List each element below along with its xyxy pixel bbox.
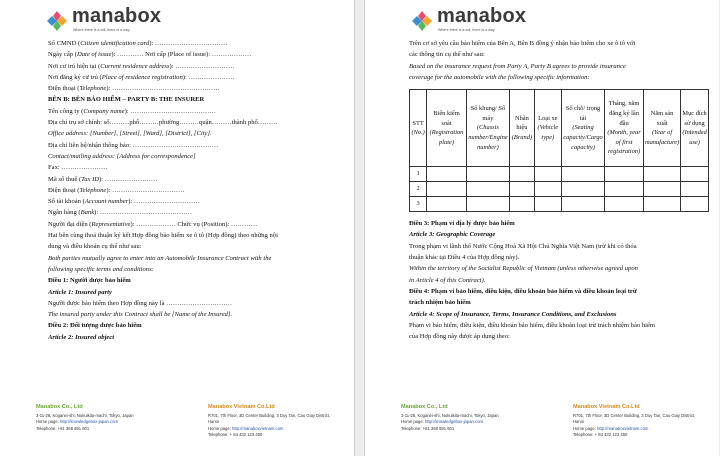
col-header-first-registration: Tháng, năm đăng ký lần đầu (Month, year of first registration): [605, 90, 644, 167]
table-cell[interactable]: [466, 182, 509, 197]
footer-jp-homepage: Home page: http://knowledgebox-japan.com: [36, 419, 118, 425]
article-2-heading-en: Article 2: Insured object: [48, 333, 115, 341]
fax-line: Fax: …………………: [48, 164, 108, 172]
table-cell[interactable]: [561, 182, 604, 197]
footer-vn-phone: Telephone: + 84 432 123 450: [573, 432, 628, 438]
document-page-left: [0, 0, 355, 456]
table-cell[interactable]: [427, 197, 467, 212]
table-cell[interactable]: [681, 182, 709, 197]
table-cell[interactable]: [510, 182, 535, 197]
article-1-heading-en: Article 1: Insured party: [48, 288, 112, 296]
logo-wordmark: manabox: [72, 5, 162, 27]
geo-en-line-1: Within the territory of the Socialist Republic of Vietnam (unless otherwise agreed upon: [409, 265, 638, 273]
row-number: 1: [410, 167, 427, 182]
article-1-heading-vi: Điều 1: Người được bảo hiểm: [48, 277, 131, 285]
document-page-right: [364, 0, 719, 456]
table-cell[interactable]: [561, 197, 604, 212]
intro-en-line-1: Based on the insurance request from Party A, Party B agrees to provide insurance: [409, 62, 626, 70]
geo-vi-line-2: thuận khác tại Điều 4 của Hợp đồng này).: [409, 254, 520, 262]
footer-vn-company: Manabox Vietnam Co.Ltd: [208, 404, 275, 410]
footer-jp-company: Manabox Co., Ltd: [401, 404, 448, 410]
contact-address-line: Địa chỉ liên hệ/nhận thông báo: …………………………………: [48, 141, 219, 149]
table-header-row: [410, 90, 709, 167]
current-residence-line: Nơi cư trú hiện tại (Current residence address): ………………………: [48, 62, 235, 70]
footer-japan-office: [401, 404, 551, 432]
table-cell[interactable]: [643, 182, 680, 197]
representative-line: Người đại diện (Representative): ……………… Chức vụ (Position): …………: [48, 220, 258, 228]
table-cell[interactable]: [510, 197, 535, 212]
logo-tagline: Where there is a will, there is a way: [73, 28, 130, 32]
residence-registration-line: Nơi đăng ký cư trú (Place of residence registration): …………………: [48, 73, 235, 81]
table-cell[interactable]: [534, 182, 561, 197]
right-page-body: [409, 38, 707, 342]
footer-vn-homepage: Home page: http://manaboxvietnam.com: [208, 425, 284, 431]
logo-wordmark: manabox: [437, 5, 527, 27]
col-header-no: STT (No.): [410, 90, 427, 167]
telephone-line-a: Điện thoại (Telephone): ………………………………………….: [48, 85, 220, 93]
table-cell[interactable]: [681, 197, 709, 212]
article-4-heading-en: Article 4: Scope of Insurance, Terms, Insurance Conditions, and Exclusions: [409, 310, 617, 318]
telephone-line-b: Điện thoại (Telephone): ……………………………: [48, 186, 185, 194]
footer-jp-homepage-link[interactable]: http://knowledgebox-japan.com: [424, 419, 483, 425]
logo-tagline: Where there is a will, there is a way: [438, 28, 495, 32]
footer-vn-homepage-link[interactable]: http://manaboxvietnam.com: [596, 425, 649, 431]
account-number-line: Số tài khoản (Account number): …………………………: [48, 198, 200, 206]
col-header-brand: Nhãn hiệu (Brand): [510, 90, 535, 167]
scope-vi-line-1: Phạm vi bảo hiểm, điều kiện, điều khoản bảo hiểm, điều khoản loại trừ trách nhiệm bảo hiểm: [409, 321, 656, 329]
contact-address-en: Contact/mailing address: [Address for correspondence]: [48, 152, 196, 160]
table-cell[interactable]: [643, 197, 680, 212]
article-2-heading-vi: Điều 2: Đối tượng được bảo hiểm: [48, 322, 142, 330]
footer-vn-address-2: Hanoi: [573, 419, 584, 425]
footer-jp-phone: Telephone: +81 368 691 601: [36, 425, 90, 431]
table-cell[interactable]: [466, 167, 509, 182]
table-cell[interactable]: [561, 167, 604, 182]
footer-jp-address: 3-11-28, Koganei-shi, Nukuikita-machi, Tokyo, Japan: [401, 412, 499, 418]
table-cell[interactable]: [605, 197, 644, 212]
intro-vi-line-1: Trên cơ sở yêu cầu bảo hiểm của Bên A, Bên B đồng ý nhận bảo hiểm cho xe ô tô với: [409, 40, 636, 47]
agreement-en-line-2: following specific terms and conditions:: [48, 265, 154, 273]
col-header-intended-use: Mục đích sử dụng (Intended use): [681, 90, 709, 167]
table-cell[interactable]: [427, 167, 467, 182]
article-4-heading-vi-1: Điều 4: Phạm vi bảo hiểm, điều kiện, điều khoản bảo hiểm và điều khoản loại trừ: [409, 287, 637, 295]
table-cell[interactable]: [534, 197, 561, 212]
article-3-heading-vi: Điều 3: Phạm vi địa lý được bảo hiểm: [409, 220, 515, 228]
footer-vietnam-office: [208, 404, 355, 439]
geo-en-line-2: in Article 4 of this Contract).: [409, 276, 486, 284]
table-cell[interactable]: [605, 167, 644, 182]
article-3-heading-en: Article 3: Geographic Coverage: [409, 231, 496, 239]
table-cell[interactable]: [681, 167, 709, 182]
col-header-vehicle-type: Loại xe (Vehicle type): [534, 90, 561, 167]
footer-jp-homepage: Home page: http://knowledgebox-japan.com: [401, 419, 483, 425]
bank-line: Ngân hàng (Bank): ……………………………………: [48, 209, 193, 217]
footer-jp-address: 3-11-28, Koganei-shi, Nukuikita-machi, Tokyo, Japan: [36, 412, 134, 418]
table-cell[interactable]: [605, 182, 644, 197]
col-header-plate: Biển kiểm soát (Registration plate): [427, 90, 467, 167]
agreement-vi-line-2: dung và điều khoản cụ thể như sau:: [48, 243, 142, 251]
col-header-year-manufacture: Năm sản xuất (Year of manufacture): [643, 90, 680, 167]
tax-id-line: Mã số thuế (Tax ID): ……………………: [48, 175, 158, 183]
table-cell[interactable]: [427, 182, 467, 197]
manabox-logo-icon: [411, 10, 433, 32]
footer-jp-homepage-link[interactable]: http://knowledgebox-japan.com: [59, 419, 118, 425]
table-row: [410, 167, 709, 182]
intro-en-line-2: coverage for the automobile with the following specific information:: [409, 73, 590, 81]
table-cell[interactable]: [534, 167, 561, 182]
table-cell[interactable]: [510, 167, 535, 182]
col-header-chassis: Số khung/ Số máy (Chassis number/Engine number): [466, 90, 509, 167]
office-address-en: Office address: [Number], [Street], [Ward], [District], [City].: [48, 130, 212, 138]
col-header-capacity: Số chỗ/ trọng tải (Seating capacity/Cargo capacity): [561, 90, 604, 167]
footer-japan-office: [36, 404, 186, 432]
head-office-address-line: Địa chỉ trụ sở chính: số………phố………phường………quận………thành phố………: [48, 119, 278, 127]
footer-vn-company: Manabox Vietnam Co.Ltd: [573, 404, 640, 410]
footer-vn-address-2: Hanoi: [208, 419, 219, 425]
company-name-line: Tên công ty (Company name): …………………………………: [48, 107, 216, 115]
insured-party-en: The insured party under this Contract shall be [Name of the Insured].: [48, 311, 233, 319]
footer-vn-homepage-link[interactable]: http://manaboxvietnam.com: [231, 425, 284, 431]
footer-vietnam-office: [573, 404, 719, 439]
footer-vn-phone: Telephone: + 84 432 123 450: [208, 432, 263, 438]
intro-vi-line-2: các thông tin cụ thể như sau:: [409, 51, 485, 59]
row-number: 3: [410, 197, 427, 212]
article-4-heading-vi-2: trách nhiệm bảo hiểm: [409, 299, 471, 307]
party-b-heading: BÊN B: BÊN BẢO HIỂM – PARTY B: THE INSURER: [48, 96, 205, 104]
table-row: [410, 182, 709, 197]
footer-vn-address-1: R701, 7th Floor, 3D Center Building, 3 Duy Tan, Cau Giay District,: [208, 412, 331, 418]
agreement-vi-line-1: Hai bên cùng thoả thuận ký kết Hợp đồng bảo hiểm xe ô tô (Hợp đồng) theo những nội: [48, 232, 278, 240]
scope-vi-line-2: của Hợp đồng này được áp dụng theo:: [409, 333, 510, 341]
footer-jp-company: Manabox Co., Ltd: [36, 404, 83, 410]
geo-vi-line-1: Trong phạm vi lãnh thổ Nước Cộng Hoà Xã Hội Chủ Nghĩa Việt Nam (trừ khi có thỏa: [409, 242, 637, 250]
agreement-en-line-1: Both parties mutually agree to enter into an Automobile Insurance Contract with the: [48, 254, 272, 262]
row-number: 2: [410, 182, 427, 197]
insured-party-vi: Người được bảo hiểm theo Hợp đồng này là …………………………: [48, 299, 233, 307]
footer-vn-address-1: R701, 7th Floor, 3D Center Building, 3 Duy Tan, Cau Giay District,: [573, 412, 696, 418]
id-card-line: Số CMND (Citizen identification card): ……………………………: [48, 40, 228, 47]
table-row: [410, 197, 709, 212]
footer-vn-homepage: Home page: http://manaboxvietnam.com: [573, 425, 649, 431]
manabox-logo-icon: [46, 10, 68, 32]
vehicle-info-table: [409, 89, 709, 212]
footer-jp-phone: Telephone: +81 368 691 601: [401, 425, 455, 431]
left-page-body: [48, 38, 342, 343]
table-cell[interactable]: [643, 167, 680, 182]
table-cell[interactable]: [466, 197, 509, 212]
date-of-issue-line: Ngày cấp (Date of issue): ………… Nơi cấp (Place of issue): ………………: [48, 51, 252, 59]
